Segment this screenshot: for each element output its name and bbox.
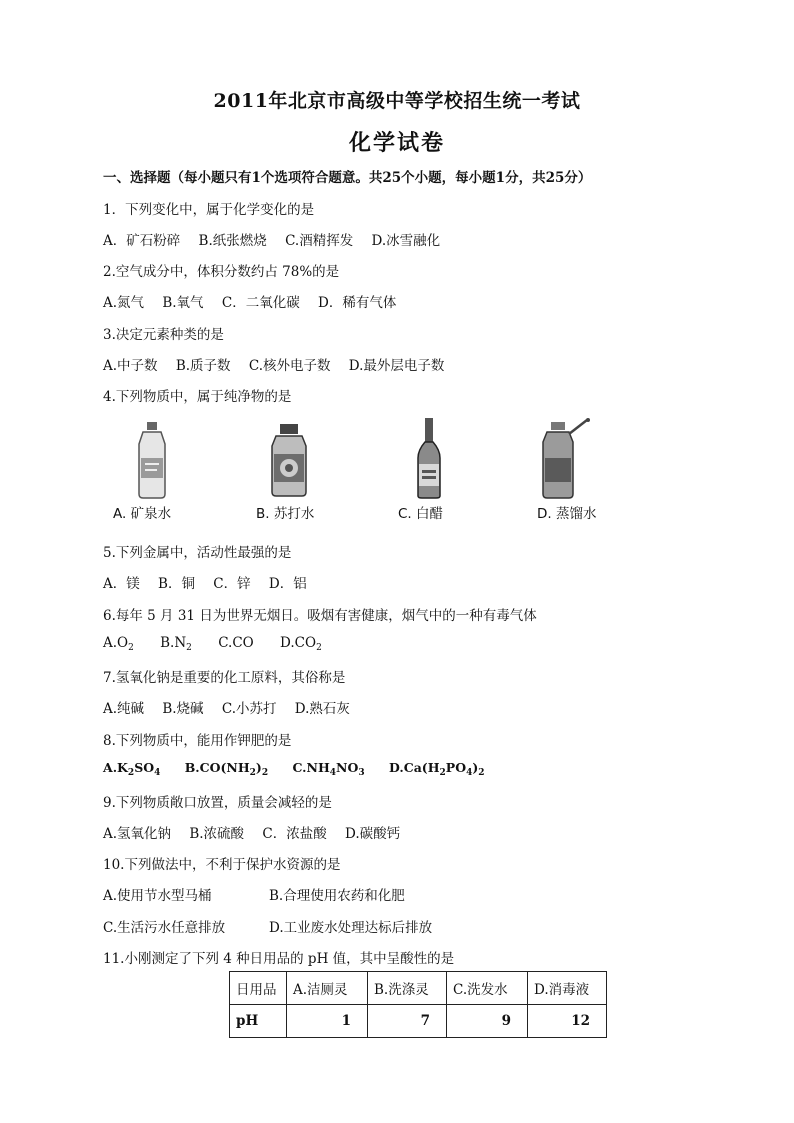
bottle-d: [537, 418, 637, 526]
table-cell: 7: [368, 1005, 447, 1038]
question-4-stem: 4.下列物质中，属于纯净物的是: [103, 389, 292, 405]
option-c: C．二氧化碳: [221, 295, 300, 311]
table-cell: pH: [230, 1005, 287, 1038]
exam-subtitle: 化学试卷: [348, 130, 445, 156]
section-heading: 一、选择题（每小题只有1个选项符合题意。共25个小题，每小题1分，共25分）: [103, 170, 592, 186]
option-d: D．铝: [268, 576, 307, 592]
option-c: C.酒精挥发: [285, 233, 354, 249]
table-row: [230, 1005, 607, 1038]
option-b: $B.N_2$: [160, 635, 192, 653]
option-b: $B.CO(NH_2)_2$: [184, 760, 269, 778]
question-10-option-a: A.使用节水型马桶: [103, 888, 212, 904]
option-c: C.核外电子数: [248, 358, 331, 374]
bottle-c-label: C. 白醋: [398, 506, 444, 522]
option-d: D.最外层电子数: [348, 358, 445, 374]
mineral-water-bottle-icon: [113, 418, 213, 502]
bottle-d-label: D. 蒸馏水: [537, 506, 597, 522]
bottle-a-label: A. 矿泉水: [113, 506, 172, 522]
question-1-stem: 1．下列变化中，属于化学变化的是: [103, 202, 315, 218]
table-header-cell: C.洗发水: [447, 972, 528, 1005]
option-b: B.纸张燃烧: [198, 233, 267, 249]
question-5-options: [103, 572, 321, 592]
table-cell: 1: [287, 1005, 368, 1038]
question-9-stem: 9.下列物质敞口放置，质量会减轻的是: [103, 795, 332, 811]
table-header-row: [230, 972, 607, 1005]
option-b: B.浓硫酸: [189, 826, 245, 842]
soda-water-bottle-icon: [256, 418, 356, 502]
question-10-option-b: B.合理使用农药和化肥: [269, 888, 405, 904]
question-5-stem: 5.下列金属中，活动性最强的是: [103, 545, 292, 561]
table-cell: 12: [528, 1005, 607, 1038]
bottle-figure: [113, 418, 613, 526]
option-a: A．矿石粉碎: [103, 233, 181, 249]
question-9-options: [103, 822, 414, 842]
question-10-option-d: D.工业废水处理达标后排放: [269, 920, 433, 936]
option-b: B．铜: [158, 576, 195, 592]
question-7-options: [103, 697, 364, 717]
bottle-b: [256, 418, 356, 526]
option-a: A.纯碱: [103, 701, 145, 717]
table-header-cell: A.洁厕灵: [287, 972, 368, 1005]
option-d: D.冰雪融化: [371, 233, 441, 249]
option-c: C．锌: [213, 576, 251, 592]
option-a: A.中子数: [103, 358, 158, 374]
question-8-options: [103, 760, 499, 778]
table-cell: 9: [447, 1005, 528, 1038]
table-header-cell: 日用品: [230, 972, 287, 1005]
exam-title: 2011年北京市高级中等学校招生统一考试: [213, 90, 581, 112]
question-10-stem: 10.下列做法中，不利于保护水资源的是: [103, 857, 341, 873]
bottle-b-label: B. 苏打水: [256, 506, 315, 522]
question-2-options: [103, 291, 410, 311]
option-d: $D.CO_2$: [280, 635, 322, 653]
ph-table: [229, 971, 607, 1038]
question-1-options: [103, 229, 454, 249]
option-a: $A.O_2$: [103, 635, 134, 653]
table-header-cell: D.消毒液: [528, 972, 607, 1005]
option-b: B.氧气: [162, 295, 204, 311]
option-d: $D.Ca(H_2PO_4)_2$: [389, 760, 485, 778]
question-2-stem: 2.空气成分中，体积分数约占 78%的是: [103, 264, 340, 280]
question-6-stem: 6.每年 5 月 31 日为世界无烟日。吸烟有害健康，烟气中的一种有毒气体: [103, 608, 537, 624]
option-c: C.CO: [218, 635, 254, 651]
option-a: A.氢氧化钠: [103, 826, 172, 842]
bottle-a: [113, 418, 213, 526]
option-b: B.质子数: [175, 358, 231, 374]
question-6-options: [103, 635, 336, 653]
question-7-stem: 7.氢氧化钠是重要的化工原料，其俗称是: [103, 670, 346, 686]
table-header-cell: B.洗涤灵: [368, 972, 447, 1005]
question-11-stem: 11.小刚测定了下列 4 种日用品的 pH 值，其中呈酸性的是: [103, 951, 455, 967]
option-a: A．镁: [103, 576, 140, 592]
distilled-water-bottle-icon: [537, 418, 637, 502]
question-10-option-c: C.生活污水任意排放: [103, 920, 226, 936]
vinegar-bottle-icon: [398, 418, 498, 502]
bottle-c: [398, 418, 498, 526]
option-c: $C.NH_4NO_3$: [292, 760, 365, 778]
question-3-options: [103, 354, 458, 374]
option-d: D.熟石灰: [294, 701, 350, 717]
option-d: D．稀有气体: [318, 295, 397, 311]
option-c: C.小苏打: [221, 701, 277, 717]
option-a: A.氮气: [103, 295, 145, 311]
option-b: B.烧碱: [162, 701, 204, 717]
option-c: C．浓盐酸: [262, 826, 327, 842]
option-d: D.碳酸钙: [345, 826, 401, 842]
question-3-stem: 3.决定元素种类的是: [103, 327, 224, 343]
question-8-stem: 8.下列物质中，能用作钾肥的是: [103, 733, 292, 749]
option-a: $A.K_2SO_4$: [103, 760, 161, 778]
